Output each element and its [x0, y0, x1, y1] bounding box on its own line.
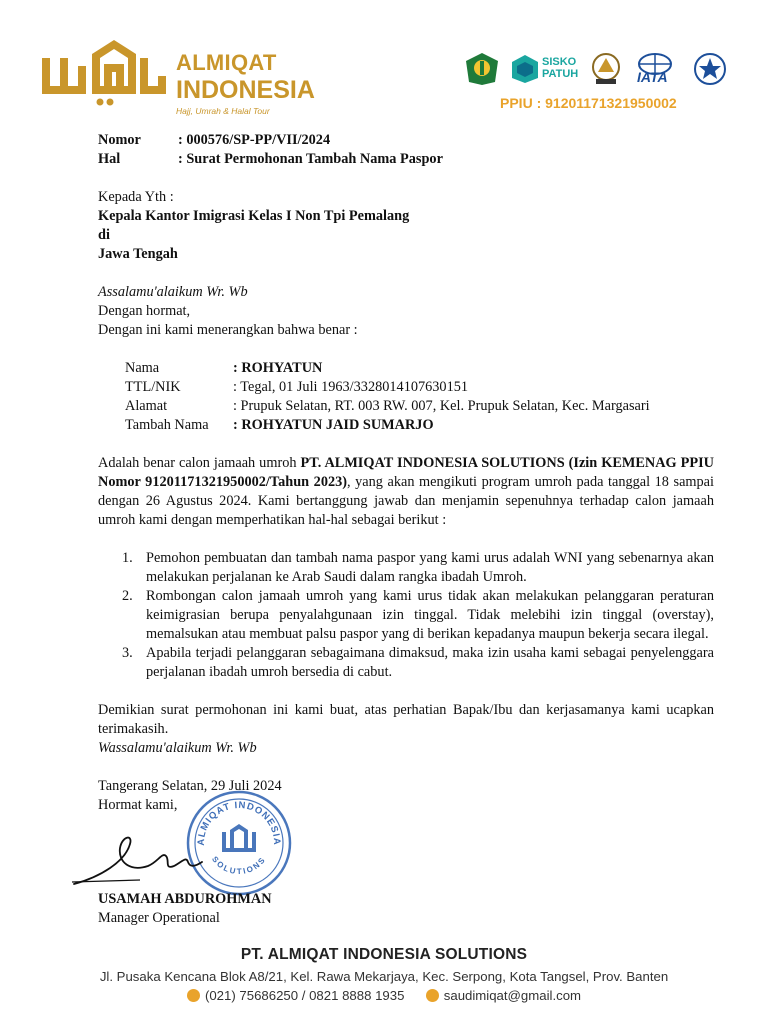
certification-seal-icon: [590, 52, 622, 86]
footer-contact: [0, 988, 768, 1003]
hormat-kami: Hormat kami,: [98, 797, 178, 813]
body-paragraph-post: , yang akan mengikuti program umroh pada tanggal 18 sampai dengan 26 Agustus 2024. Kami bertanggung jawab dan menjamin sepenuhnya terhadap calon jamaah umroh kami dengan memperhatikan hal-hal sebagai berikut :: [98, 474, 714, 528]
list-item-number: 2.: [122, 588, 133, 604]
field-label-tambah-nama: Tambah Nama: [125, 417, 209, 433]
recipient-line2: di: [98, 227, 110, 243]
footer-email: saudimiqat@gmail.com: [443, 988, 582, 1003]
list-item-text: Rombongan calon jamaah umroh yang kami urus tidak akan melakukan pelanggaran peraturan keimigrasian berupa penyalahgunaan izin tinggal. Tidak melebihi izin tinggal (overstay), memalsukan atau membuat palsu paspor yang di berikan kepadanya maupun bekerja secara ilegal.: [146, 588, 714, 642]
sisko-label-line2: PATUH: [542, 68, 579, 80]
brand-name-line1: ALMIQAT: [176, 50, 277, 75]
intro-line: Dengan ini kami menerangkan bahwa benar :: [98, 322, 358, 338]
ppiu-number: PPIU : 91201171321950002: [500, 95, 677, 111]
closing-paragraph: Demikian surat permohonan ini kami buat, atas perhatian Bapak/Ibu dan kerjasamanya kami ucapkan terimakasih.: [98, 702, 714, 737]
iata-label: IATA: [637, 69, 668, 85]
email-icon: [426, 989, 439, 1002]
sisko-patuh-logo-icon: [510, 52, 540, 86]
greeting-hormat: Dengan hormat,: [98, 303, 191, 319]
stamp-text-bottom: SOLUTIONS: [210, 854, 268, 877]
phone-icon: [187, 989, 200, 1002]
list-item-number: 3.: [122, 645, 133, 661]
signature-icon: [70, 822, 230, 892]
brand-tagline: Hajj, Umrah & Halal Tour: [176, 106, 270, 116]
field-label-ttl: TTL/NIK: [125, 379, 181, 395]
signer-name: USAMAH ABDUROHMAN: [98, 891, 272, 907]
body-paragraph: [98, 454, 714, 530]
recipient-line3: Jawa Tengah: [98, 246, 178, 262]
hal-value: : Surat Permohonan Tambah Nama Paspor: [178, 151, 443, 167]
closing-wassalam: Wassalamu'alaikum Wr. Wb: [98, 740, 257, 756]
kepada-yth: Kepada Yth :: [98, 189, 174, 205]
brand-name-line2: INDONESIA: [176, 76, 315, 104]
list-item: [122, 549, 714, 587]
kemenag-logo-icon: [464, 52, 500, 86]
field-label-nama: Nama: [125, 360, 160, 376]
list-item-text: Apabila terjadi pelanggaran sebagaimana dimaksud, maka izin usaha kami sebagai penyelenggara perjalanan ibadah umroh bersedia di cabut.: [146, 645, 714, 680]
footer-company-name: PT. ALMIQAT INDONESIA SOLUTIONS: [240, 946, 528, 963]
field-value-ttl: : Tegal, 01 Juli 1963/3328014107630151: [233, 379, 469, 395]
sisko-patuh-label: [542, 56, 578, 80]
nomor-label: Nomor: [98, 132, 141, 148]
footer-address: Jl. Pusaka Kencana Blok A8/21, Kel. Rawa Mekarjaya, Kec. Serpong, Kota Tangsel, Prov. Banten: [99, 969, 669, 984]
hal-label: Hal: [98, 151, 121, 167]
recipient-line1: Kepala Kantor Imigrasi Kelas I Non Tpi Pemalang: [98, 208, 410, 224]
field-value-tambah-nama: : ROHYATUN JAID SUMARJO: [233, 417, 434, 433]
signer-title: Manager Operational: [98, 910, 220, 926]
conditions-list: [122, 549, 714, 682]
body-paragraph-pre: Adalah benar calon jamaah umroh: [98, 455, 301, 471]
association-emblem-icon: [690, 52, 730, 86]
field-label-alamat: Alamat: [125, 398, 168, 414]
sisko-label-line1: SISKO: [542, 56, 577, 68]
place-date: Tangerang Selatan, 29 Juli 2024: [98, 778, 282, 794]
list-item-number: 1.: [122, 550, 133, 566]
footer-phone: (021) 75686250 / 0821 8888 1935: [204, 988, 405, 1003]
list-item: [122, 644, 714, 682]
list-item: [122, 587, 714, 644]
list-item-text: Pemohon pembuatan dan tambah nama paspor yang kami urus adalah WNI yang sebenarnya akan melakukan perjalanan ke Arab Saudi dalam rangka ibadah Umroh.: [146, 550, 714, 585]
almiqat-logo-mark: [40, 36, 170, 108]
stamp-text-top: ALMIQAT INDONESIA: [195, 799, 283, 846]
greeting-salam: Assalamu'alaikum Wr. Wb: [98, 284, 248, 300]
field-value-alamat: : Prupuk Selatan, RT. 003 RW. 007, Kel. Prupuk Selatan, Kec. Margasari: [233, 398, 650, 414]
field-value-nama: : ROHYATUN: [233, 360, 323, 376]
body-paragraph-company: PT. ALMIQAT INDONESIA SOLUTIONS (Izin KEMENAG PPIU Nomor 91201171321950002/Tahun 2023): [98, 455, 714, 490]
nomor-value: : 000576/SP-PP/VII/2024: [178, 132, 331, 148]
